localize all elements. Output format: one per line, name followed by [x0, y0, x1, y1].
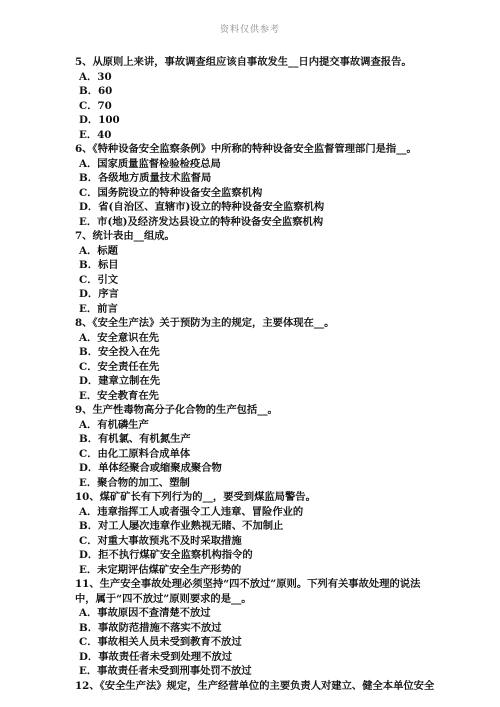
answer-option: C．由化工原料合成单体 [79, 447, 191, 460]
answer-option: D．省(自治区、直辖市)设立的特种设备安全监察机构 [79, 201, 325, 213]
question-block [75, 316, 435, 403]
answer-option: E．事故责任者未受到刑事处罚不放过 [79, 665, 252, 677]
answer-option: D．拒不执行煤矿安全监察机构指令的 [79, 549, 253, 561]
answer-option: B．60 [79, 85, 113, 97]
answer-option: B．标目 [79, 259, 119, 271]
answer-option: D．建章立制在先 [79, 375, 161, 387]
answer-option: A．30 [79, 70, 112, 83]
document-body [75, 55, 435, 693]
answer-option: E．40 [79, 128, 112, 141]
answer-option: C．国务院设立的特种设备安全监察机构 [79, 186, 263, 199]
answer-option: A．标题 [79, 244, 118, 257]
question-stem: 中，属于“四不放过”原则要求的是__。 [75, 592, 252, 605]
answer-option: D．单体经聚合或缩聚成聚合物 [79, 462, 222, 474]
answer-option: B．安全投入在先 [79, 346, 160, 358]
question-stem: 12、《安全生产法》规定，生产经营单位的主要负责人对建立、健全本单位安全 [75, 679, 435, 692]
answer-option: E．未定期评估煤矿安全生产形势的 [79, 563, 242, 576]
question-stem: 10、煤矿矿长有下列行为的__，要受到煤监局警告。 [75, 491, 316, 503]
page-header: 资料仅供参考 [219, 25, 280, 35]
answer-option: B．事故防范措施不落实不放过 [79, 621, 222, 634]
question-block [75, 679, 435, 694]
answer-option: C．引文 [79, 273, 119, 286]
answer-option: D．序言 [79, 288, 119, 300]
answer-option: E．前言 [79, 302, 118, 315]
answer-option: A．国家质量监督检验检疫总局 [79, 157, 221, 170]
answer-option: C．安全责任在先 [79, 360, 160, 373]
question-block [75, 55, 435, 142]
answer-option: B．各级地方质量技术监督局 [79, 172, 212, 184]
answer-option: C．对重大事故预兆不及时采取措施 [79, 534, 242, 547]
question-stem: 6、《特种设备安全监察条例》中所称的特种设备安全监督管理部门是指__。 [75, 143, 417, 155]
answer-option: E．安全教育在先 [79, 389, 159, 402]
answer-option: C．70 [79, 99, 112, 112]
question-stem: 7、统计表由__组成。 [75, 230, 175, 242]
question-block [75, 229, 435, 316]
answer-option: E．市(地)及经济发达县设立的特种设备安全监察机构 [79, 215, 324, 228]
answer-option: E．聚合物的加工、塑制 [79, 476, 190, 489]
answer-option: C．事故相关人员未受到教育不放过 [79, 636, 242, 648]
question-stem: 8、《安全生产法》关于预防为主的规定，主要体现在__。 [75, 317, 335, 329]
question-block [75, 577, 435, 679]
answer-option: D．事故责任者未受到处理不放过 [79, 650, 233, 663]
answer-option: A．有机磷生产 [79, 418, 149, 431]
answer-option: D．100 [79, 114, 120, 126]
question-stem: 5、从原则上来讲，事故调查组应该自事故发生__日内提交事故调查报告。 [75, 56, 412, 68]
question-block [75, 142, 435, 229]
answer-option: A．事故原因不查清楚不放过 [79, 607, 211, 619]
question-block [75, 403, 435, 490]
answer-option: A．安全意识在先 [79, 331, 160, 344]
question-block [75, 490, 435, 577]
question-stem: 11、生产安全事故处理必须坚持“四不放过”原则。下列有关事故处理的说法 [75, 578, 421, 590]
answer-option: B．对工人屡次违章作业熟视无睹、不加制止 [79, 520, 284, 532]
question-stem: 9、生产性毒物高分子化合物的生产包括__。 [75, 404, 278, 416]
answer-option: A．违章指挥工人或者强令工人违章、冒险作业的 [79, 505, 304, 518]
answer-option: B．有机氯、有机氮生产 [79, 433, 191, 445]
